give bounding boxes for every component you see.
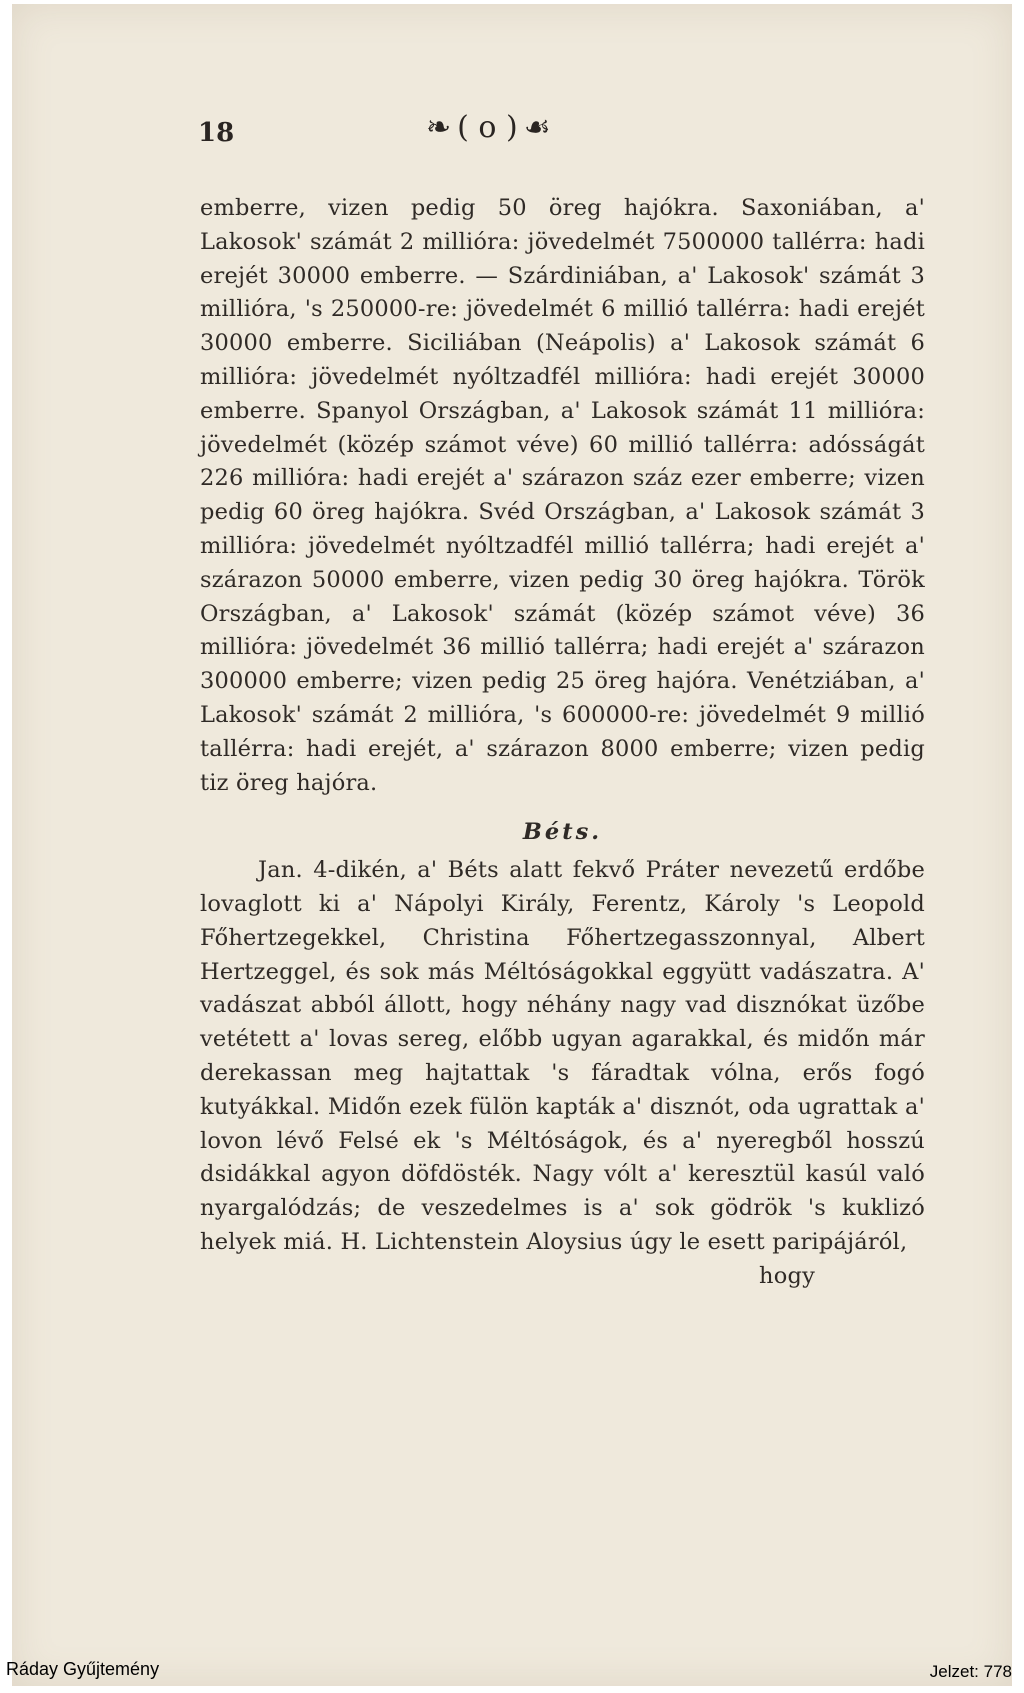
catchword: hogy [759, 1262, 815, 1289]
header-ornament [426, 110, 551, 145]
paragraph: Jan. 4-dikén, a' Béts alatt fekvő Práter nevezetű erdőbe lovaglott ki a' Nápolyi Király, Ferentz, Károly 's Leopold Főhertzegekkel, Christina Főhertzegasszonnyal, Albert Hertzeggel, és sok más Méltóságokkal eggyütt vadászatra. A' vadászat abból állott, hogy néhány nagy vad disznókat üzőbe vetétett a' lovas sereg, előbb ugyan agarakkal, és midőn már derekassan meg hajtattak 's fáradtak vólna, erős fogó kutyákkal. Midőn ezek fülön kapták a' disznót, oda ugrattak a' lovon lévő Felsé ek 's Méltóságok, és a' nyeregből hosszú dsidákkal agyon döfdösték. Nagy vólt a' keresztül kasúl való nyargalódzás; de veszedelmes is a' sok gödrök 's kuklizó helyek miá. H. Lichtenstein Aloysius úgy le esett paripájáról, [200, 857, 925, 1255]
paragraph: emberre, vizen pedig 50 öreg hajókra. Saxoniában, a' Lakosok' számát 2 millióra: jövedelmét 7500000 tallérra: hadi erejét 30000 emberre. — Szárdiniában, a' Lakosok' számát 3 millióra, 's 250000-re: jövedelmét 6 millió tallérra: hadi erejét 30000 emberre. Siciliában (Neápolis) a' Lakosok számát 6 millióra: jövedelmét nyóltzadfél millióra: hadi erejét 30000 emberre. Spanyol Országban, a' Lakosok számát 11 millióra: jövedelmét (közép számot véve) 60 millió tallérra: adósságát 226 millióra: hadi erejét a' szárazon száz ezer emberre; vizen pedig 60 öreg hajókra. Svéd Országban, a' Lakosok számát 3 millióra: jövedelmét nyóltzadfél millió tallérra; hadi erejét a' szárazon 50000 emberre, vizen pedig 30 öreg hajókra. Török Országban, a' Lakosok' számát (közép számot véve) 36 millióra: jövedelmét 36 millió tallérra; hadi erejét a' szárazon 300000 emberre; vizen pedig 25 öreg hajóra. Venétziában, a' Lakosok' számát 2 millióra, 's 600000-re: jövedelmét 9 millió tallérra: hadi erejét, a' szárazon 8000 emberre; vizen pedig tiz öreg hajóra. [200, 195, 925, 796]
ornament-text: ( o ) [457, 110, 518, 145]
collection-label: Ráday Gyűjtemény [6, 1659, 160, 1679]
shelfmark-label: Jelzet: 778 [929, 1662, 1012, 1681]
page-number: 18 [198, 118, 235, 148]
section-heading: Béts. [522, 819, 603, 846]
scanned-page [12, 4, 1012, 1686]
body-text [200, 192, 925, 1294]
right-flourish-icon: ☙ [523, 110, 551, 145]
page-header [198, 108, 758, 158]
left-flourish-icon: ❧ [426, 110, 452, 145]
